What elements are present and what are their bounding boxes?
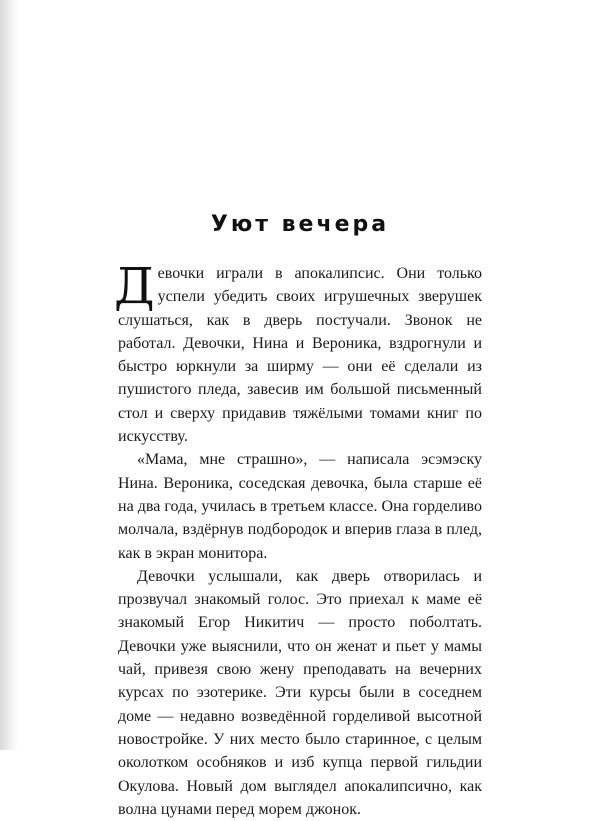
page-binding-shadow — [0, 0, 18, 750]
paragraph-1-text: евочки играли в апокалипсис. Они только успели убедить своих игрушечных зверушек слушаться, как в дверь постучали. Звонок не работал. Девочки, Нина и Вероника, вздрогнули и быстро юркнули за ширму — они её сделали из пушистого пледа, завесив им большой письменный стол и сверху придавив тяжёлыми томами книг по искусству. — [118, 265, 482, 446]
paragraph-2: «Мама, мне страшно», — написала эсэмэску Нина. Вероника, соседская девочка, была старше её на два года, училась в третьем классе. Она горделиво молчала, вздёрнув подбородок и вперив глаза в плед, как в экран монитора. — [118, 451, 482, 562]
drop-cap: Д — [114, 257, 155, 315]
paragraph-1 — [114, 257, 482, 448]
chapter-title: Уют вечера — [210, 212, 390, 237]
chapter-text — [114, 257, 482, 821]
paragraph-3: Девочки услышали, как дверь отворилась и прозвучал знакомый голос. Это приехал к маме её знакомый Егор Никитич — просто поболтать. Девочки уже выяснили, что он женат и пьет у мамы чай, привезя свою жену преподавать на вечерних курсах по эзотерике. Эти курсы были в соседнем доме — недавно возведённой горделивой высотной новостройке. У них место было старинное, с целым околотком особняков и изб купца первой гильдии Окулова. Новый дом выглядел апокалипсично, как волна цунами перед морем джонок. — [118, 567, 482, 818]
